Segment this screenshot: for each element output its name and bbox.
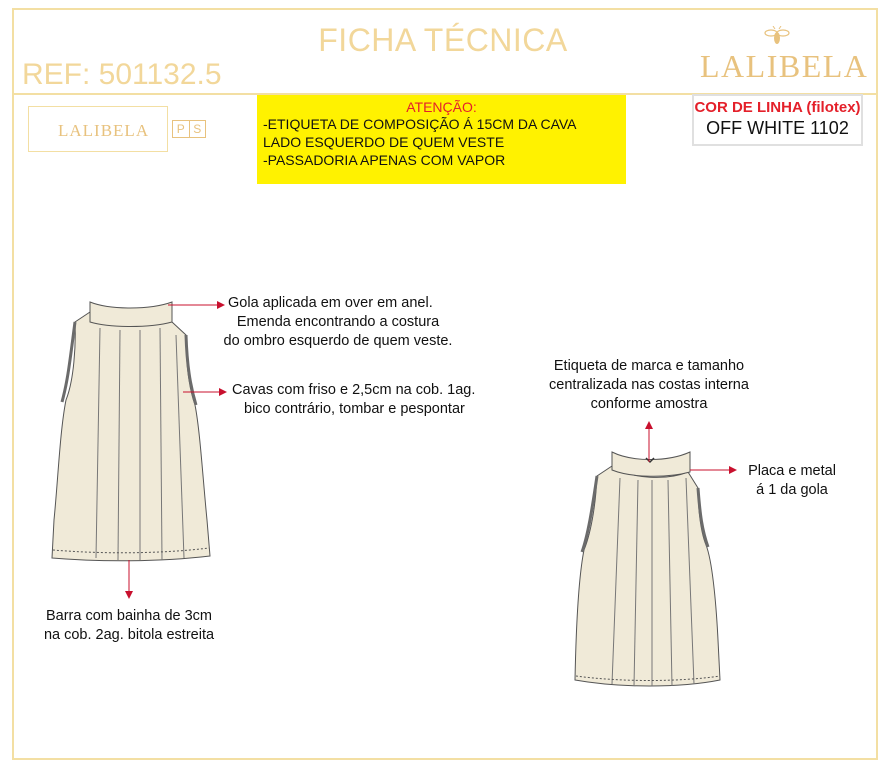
attention-line: -ETIQUETA DE COMPOSIÇÃO Á 15CM DA CAVA [263,116,577,132]
attention-line: LADO ESQUERDO DE QUEM VESTE [263,134,505,150]
thread-color-title: COR DE LINHA (filotex) [694,99,861,116]
armhole-note [232,381,475,400]
back-view-garment [575,452,720,686]
collar-note-line: Emenda encontrando a costura [236,314,440,330]
back-label-note-line: centralizada nas costas interna [549,377,749,393]
collar-note-line: Gola aplicada em over em anel. [228,295,433,311]
label-tag-brand: LALIBELA [58,121,150,140]
armhole-note-cont [244,400,465,419]
thread-color-value: OFF WHITE 1102 [706,118,849,138]
hem-note-line: na cob. 2ag. bitola estreita [43,627,215,643]
brand-logo: LALIBELA [700,48,869,84]
armhole-note-line: bico contrário, tombar e pespontar [244,401,465,417]
back-label-note-line: conforme amostra [590,396,708,412]
size-p: P [173,121,190,137]
armhole-note-line: Cavas com friso e 2,5cm na cob. 1ag. [232,382,476,398]
hem-note [34,607,224,645]
attention-title: ATENÇÃO: [406,99,477,115]
plate-note-line: Placa e metal [748,463,836,479]
reference-code: REF: 501132.5 [22,58,222,91]
size-s: S [193,122,202,136]
collar-note-cont [218,313,458,351]
plate-note-line: á 1 da gola [756,482,828,498]
collar-note-line: do ombro esquerdo de quem veste. [223,333,453,349]
front-view-garment [52,302,210,561]
back-label-note [534,357,764,414]
attention-line: -PASSADORIA APENAS COM VAPOR [263,152,506,168]
collar-note [228,294,433,313]
hem-note-line: Barra com bainha de 3cm [45,608,213,624]
plate-note [736,462,848,500]
page-title: FICHA TÉCNICA [318,22,568,58]
back-label-note-line: Etiqueta de marca e tamanho [553,358,745,374]
